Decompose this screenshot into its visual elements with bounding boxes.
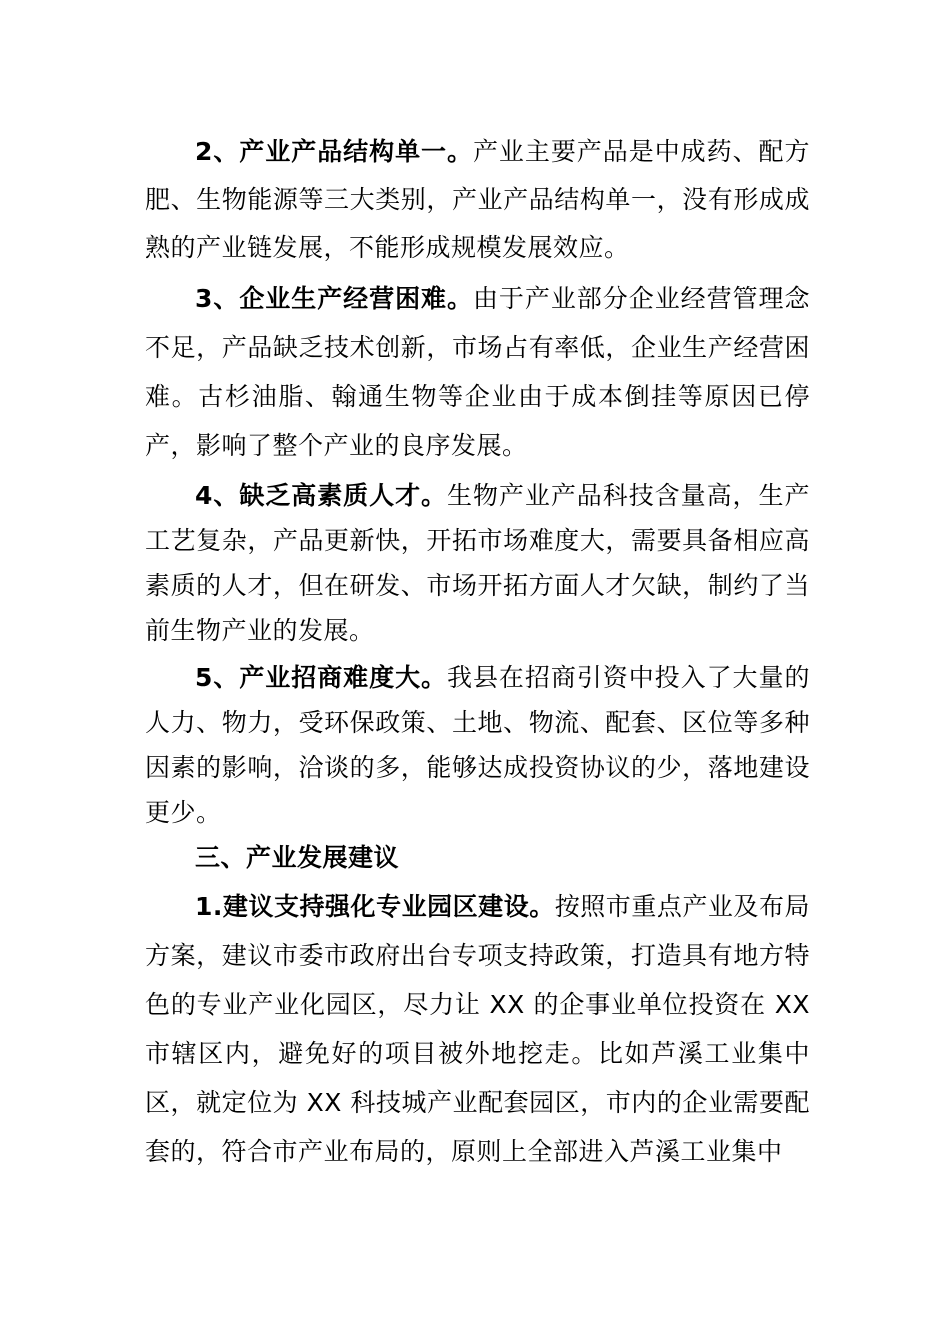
document-body (145, 128, 810, 1176)
paragraph-heading: 5、产业招商难度大。 (195, 663, 447, 692)
paragraph-talent-shortage (145, 473, 810, 653)
paragraph-text: 我县在招商引资中投入了大量的人力、物力，受环保政策、土地、物流、配套、区位等多种因素的影响，洽谈的多，能够达成投资协议的少，落地建设更少。 (145, 663, 810, 827)
paragraph-text: 产业主要产品是中成药、配方肥、生物能源等三大类别，产业产品结构单一，没有形成成熟的产业链发展，不能形成规模发展效应。 (145, 137, 810, 262)
paragraph-heading: 2、产业产品结构单一。 (195, 137, 473, 166)
paragraph-operation-difficulty (145, 274, 810, 470)
paragraph-park-construction (145, 882, 810, 1176)
paragraph-heading: 1.建议支持强化专业园区建设。 (195, 892, 555, 921)
paragraph-text: 由于产业部分企业经营管理念不足，产品缺乏技术创新，市场占有率低，企业生产经营困难。古杉油脂、翰通生物等企业由于成本倒挂等原因已停产，影响了整个产业的良序发展。 (145, 284, 810, 460)
section-title: 三、产业发展建议 (195, 843, 400, 872)
paragraph-investment-difficulty (145, 655, 810, 835)
paragraph-heading: 4、缺乏高素质人才。 (195, 481, 447, 510)
paragraph-product-structure (145, 128, 810, 272)
paragraph-heading: 3、企业生产经营困难。 (195, 284, 473, 313)
paragraph-text: 按照市重点产业及布局方案，建议市委市政府出台专项支持政策，打造具有地方特色的专业产业化园区，尽力让 XX 的企事业单位投资在 XX 市辖区内，避免好的项目被外地挖走。比如芦溪工业集中区，就定位为 XX 科技城产业配套园区，市内的企业需要配套的，符合市产业布局的，原则上全部进入芦溪工业集中 (145, 892, 810, 1166)
paragraph-text: 生物产业产品科技含量高，生产工艺复杂，产品更新快，开拓市场难度大，需要具备相应高素质的人才，但在研发、市场开拓方面人才欠缺，制约了当前生物产业的发展。 (145, 481, 810, 645)
